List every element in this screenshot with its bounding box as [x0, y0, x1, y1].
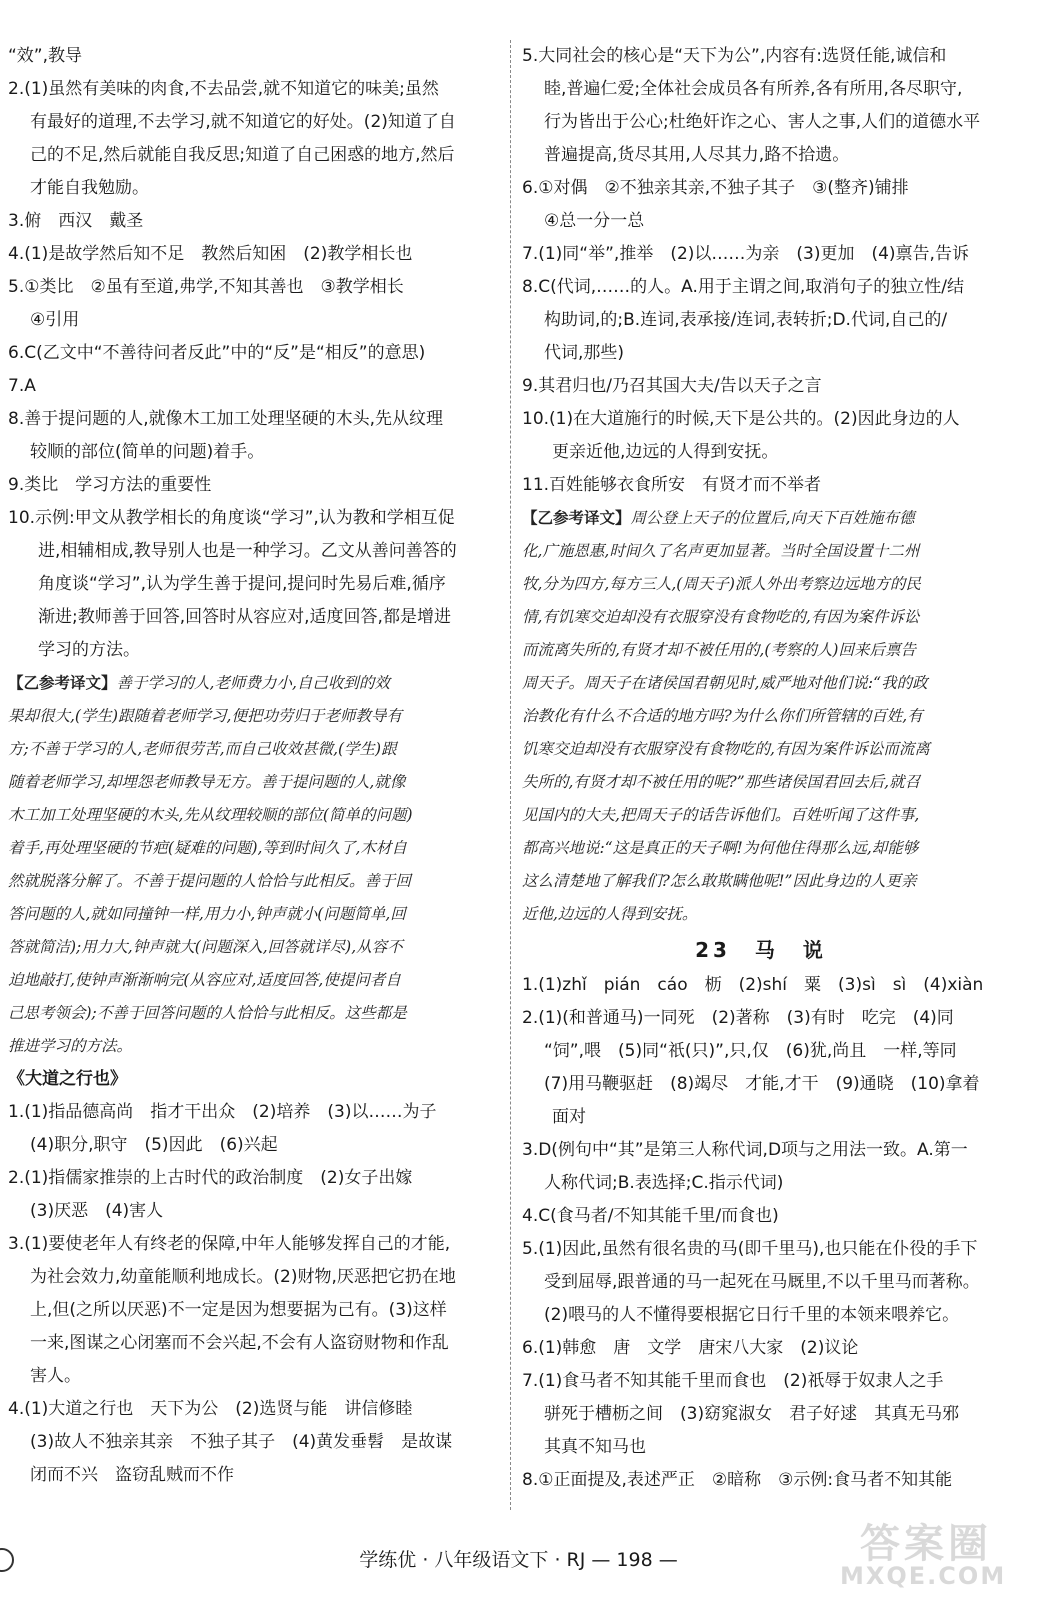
- left-column: [8, 40, 500, 1492]
- line-text: 见国内的大夫,把周天子的话告诉他们。百姓听闻了这件事,: [522, 806, 920, 824]
- line-text: 11.百姓能够衣食所安 有贤才而不举者: [522, 475, 822, 495]
- text-line: [522, 370, 1000, 403]
- line-text: 2.(1)虽然有美味的肉食,不去品尝,就不知道它的味美;虽然: [8, 79, 439, 99]
- text-line: [522, 271, 1000, 304]
- text-line: [8, 436, 500, 469]
- text-line: [522, 1134, 1000, 1167]
- text-line: [8, 568, 500, 601]
- text-line: [8, 304, 500, 337]
- line-text: 一来,图谋之心闭塞而不会兴起,不会有人盗窃财物和作乱: [30, 1333, 449, 1353]
- line-text: 较顺的部位(简单的问题)着手。: [30, 442, 265, 462]
- text-line: [522, 1431, 1000, 1464]
- text-line: [8, 73, 500, 106]
- text-line: [522, 832, 1000, 865]
- line-text: 8.C(代词,……的人。A.用于主谓之间,取消句子的独立性/结: [522, 277, 964, 297]
- text-line: [522, 1233, 1000, 1266]
- line-text: 10.(1)在大道施行的时候,天下是公共的。(2)因此身边的人: [522, 409, 960, 429]
- watermark-logo: [820, 1510, 1030, 1595]
- text-line: [8, 1393, 500, 1426]
- text-line: [522, 1332, 1000, 1365]
- text-line: [522, 73, 1000, 106]
- line-text: 3.(1)要使老年人有终老的保障,中年人能够发挥自己的才能,: [8, 1234, 451, 1254]
- text-line: [8, 1195, 500, 1228]
- line-text: 6.(1)韩愈 唐 文学 唐宋八大家 (2)议论: [522, 1338, 859, 1358]
- line-text: 都高兴地说:“这是真正的天子啊!为何他住得那么远,却能够: [522, 839, 919, 857]
- line-text: 行为皆出于公心;杜绝奸诈之心、害人之事,人们的道德水平: [544, 112, 981, 132]
- text-line: [8, 205, 500, 238]
- text-line: [522, 1365, 1000, 1398]
- line-text: 7.A: [8, 376, 36, 396]
- line-text: 《大道之行也》: [8, 1069, 127, 1089]
- line-text: 7.(1)同“举”,推举 (2)以……为亲 (3)更加 (4)禀告,告诉: [522, 244, 969, 264]
- line-text: 这么清楚地了解我们?怎么敢欺瞒他呢!”因此身边的人更亲: [522, 872, 917, 890]
- line-text: 8.①正面提及,表述严正 ②暗称 ③示例:食马者不知其能: [522, 1470, 953, 1490]
- line-text: 骈死于槽枥之间 (3)窈窕淑女 君子好逑 其真无马邪: [544, 1404, 960, 1424]
- line-text: 答问题的人,就如同撞钟一样,用力小,钟声就小(问题简单,回: [8, 905, 406, 923]
- text-line: [8, 634, 500, 667]
- text-line: [8, 106, 500, 139]
- text-line: [522, 898, 1000, 931]
- line-text: 1.(1)指品德高尚 指才干出众 (2)培养 (3)以……为子: [8, 1102, 437, 1122]
- line-text: 3.D(例句中“其”是第三人称代词,D项与之用法一致。A.第一: [522, 1140, 968, 1160]
- line-text: 人称代词;B.表选择;C.指示代词): [544, 1173, 784, 1193]
- line-text: 己思考领会);不善于回答问题的人恰恰与此相反。这些都是: [8, 1004, 407, 1022]
- text-line: [8, 1228, 500, 1261]
- text-line: [8, 799, 500, 832]
- line-text: 6.①对偶 ②不独亲其亲,不独子其子 ③(整齐)铺排: [522, 178, 909, 198]
- text-line: [8, 337, 500, 370]
- line-text: (3)故人不独亲其亲 不独子其子 (4)黄发垂髫 是故谋: [30, 1432, 453, 1452]
- line-text: 2.(1)(和普通马)一同死 (2)著称 (3)有时 吃完 (4)同: [522, 1008, 954, 1028]
- line-text: 10.示例:甲文从教学相长的角度谈“学习”,认为教和学相互促: [8, 508, 455, 528]
- text-line: [522, 1035, 1000, 1068]
- line-text: (7)用马鞭驱赶 (8)竭尽 才能,才干 (9)通晓 (10)拿着: [544, 1074, 980, 1094]
- text-line: [522, 601, 1000, 634]
- translation-tag: 【乙参考译文】: [522, 509, 631, 527]
- line-text: 7.(1)食马者不知其能千里而食也 (2)祇辱于奴隶人之手: [522, 1371, 944, 1391]
- text-line: [522, 1398, 1000, 1431]
- text-line: [8, 733, 500, 766]
- text-line: [8, 535, 500, 568]
- line-text: 1.(1)zhǐ pián cáo 枥 (2)shí 粟 (3)sì sì (4)xiàn: [522, 975, 984, 995]
- text-line: [522, 469, 1000, 502]
- line-text: 渐进;教师善于回答,回答时从容应对,适度回答,都是增进: [38, 607, 451, 627]
- text-line: [8, 1129, 500, 1162]
- line-text: 推进学习的方法。: [8, 1037, 133, 1055]
- line-text: “效”,教导: [8, 46, 83, 66]
- line-text: 近他,边远的人得到安抚。: [522, 905, 698, 923]
- text-line: [522, 766, 1000, 799]
- text-line: [522, 436, 1000, 469]
- line-text: 然就脱落分解了。不善于提问题的人恰恰与此相反。善于回: [8, 872, 412, 890]
- line-text: 5.大同社会的核心是“天下为公”,内容有:选贤任能,诚信和: [522, 46, 947, 66]
- text-line: [522, 1101, 1000, 1134]
- right-top-block: [522, 40, 1000, 931]
- line-text: 周天子。周天子在诸侯国君朝见时,威严地对他们说:“我的政: [522, 674, 928, 692]
- line-text: 为社会效力,幼童能顺利地成长。(2)财物,厌恶把它扔在地: [30, 1267, 456, 1287]
- line-text: 闭而不兴 盗窃乱贼而不作: [30, 1465, 234, 1485]
- text-line: [522, 304, 1000, 337]
- line-text: 化,广施恩惠,时间久了名声更加显著。当时全国设置十二州: [522, 542, 920, 560]
- text-line: [8, 1030, 500, 1063]
- line-text: 己的不足,然后就能自我反思;知道了自己困惑的地方,然后: [30, 145, 455, 165]
- watermark-line1: 答案圈: [860, 1521, 992, 1567]
- watermark-line2: MXQE.COM: [840, 1562, 1007, 1590]
- text-line: [8, 370, 500, 403]
- text-line: [8, 898, 500, 931]
- text-line: [8, 1162, 500, 1195]
- line-text: 4.(1)大道之行也 天下为公 (2)选贤与能 讲信修睦: [8, 1399, 413, 1419]
- line-text: 着手,再处理坚硬的节疤(疑难的问题),等到时间久了,木材自: [8, 839, 407, 857]
- text-line: [8, 1459, 500, 1492]
- text-line: [8, 667, 500, 700]
- text-line: [8, 964, 500, 997]
- text-line: [8, 403, 500, 436]
- line-text: 果却很大,(学生)跟随着老师学习,便把功劳归于老师教导有: [8, 707, 402, 725]
- text-line: [522, 733, 1000, 766]
- text-line: [522, 969, 1000, 1002]
- text-line: [8, 601, 500, 634]
- text-line: [8, 832, 500, 865]
- section-title: 23 马 说: [695, 938, 827, 962]
- text-line: [8, 1063, 500, 1096]
- text-line: [522, 1299, 1000, 1332]
- line-text: 9.类比 学习方法的重要性: [8, 475, 212, 495]
- text-line: [8, 931, 500, 964]
- text-line: [522, 700, 1000, 733]
- text-line: [522, 172, 1000, 205]
- text-line: [522, 1266, 1000, 1299]
- line-text: 治教化有什么不合适的地方吗?为什么你们所管辖的百姓,有: [522, 707, 923, 725]
- line-text: ④引用: [30, 310, 80, 330]
- line-text: 学习的方法。: [38, 640, 140, 660]
- line-text: 随着老师学习,却埋怨老师教导无方。善于提问题的人,就像: [8, 773, 406, 791]
- line-text: 情,有饥寒交迫却没有衣服穿没有食物吃的,有因为案件诉讼: [522, 608, 920, 626]
- line-text: (4)职分,职守 (5)因此 (6)兴起: [30, 1135, 278, 1155]
- line-text: 善于学习的人,老师费力小,自己收到的效: [116, 674, 390, 692]
- line-text: 4.C(食马者/不知其能千里/而食也): [522, 1206, 779, 1226]
- line-text: 8.善于提问题的人,就像木工加工处理坚硬的木头,先从纹理: [8, 409, 444, 429]
- text-line: [8, 40, 500, 73]
- line-text: 3.俯 西汉 戴圣: [8, 211, 144, 231]
- text-line: [522, 799, 1000, 832]
- text-line: [8, 700, 500, 733]
- text-line: [522, 634, 1000, 667]
- line-text: 普遍提高,货尽其用,人尽其力,路不拾遗。: [544, 145, 850, 165]
- line-text: 9.其君归也/乃召其国大夫/告以天子之言: [522, 376, 822, 396]
- line-text: 答就简洁);用力大,钟声就大(问题深入,回答就详尽),从容不: [8, 938, 403, 956]
- text-line: [522, 238, 1000, 271]
- line-text: “饲”,喂 (5)同“祇(只)”,只,仅 (6)犹,尚且 一样,等同: [544, 1041, 957, 1061]
- text-line: [8, 172, 500, 205]
- line-text: 构助词,的;B.连词,表承接/连词,表转折;D.代词,自己的/: [544, 310, 948, 330]
- text-line: [522, 568, 1000, 601]
- line-text: 才能自我勉励。: [30, 178, 149, 198]
- line-text: (3)厌恶 (4)害人: [30, 1201, 164, 1221]
- text-line: [8, 1426, 500, 1459]
- line-text: 迫地敲打,使钟声渐渐响完(从容应对,适度回答,使提问者自: [8, 971, 401, 989]
- line-text: (2)喂马的人不懂得要根据它日行千里的本领来喂养它。: [544, 1305, 960, 1325]
- text-line: [522, 667, 1000, 700]
- line-text: 5.①类比 ②虽有至道,弗学,不知其善也 ③教学相长: [8, 277, 404, 297]
- line-text: 4.(1)是故学然后知不足 教然后知困 (2)教学相长也: [8, 244, 413, 264]
- line-text: 5.(1)因此,虽然有很名贵的马(即千里马),也只能在仆役的手下: [522, 1239, 978, 1259]
- text-line: [522, 1002, 1000, 1035]
- text-line: [8, 469, 500, 502]
- line-text: 害人。: [30, 1366, 81, 1386]
- text-line: [8, 502, 500, 535]
- line-text: 代词,那些): [544, 343, 625, 363]
- text-line: [522, 106, 1000, 139]
- line-text: 木工加工处理坚硬的木头,先从纹理较顺的部位(简单的问题): [8, 806, 413, 824]
- column-divider: [510, 40, 511, 1510]
- text-line: [522, 40, 1000, 73]
- right-column: [522, 40, 1000, 1497]
- text-line: [522, 403, 1000, 436]
- line-text: ④总一分一总: [544, 211, 645, 231]
- line-text: 上,但(之所以厌恶)不一定是因为想要据为己有。(3)这样: [30, 1300, 447, 1320]
- text-line: [522, 1464, 1000, 1497]
- text-line: [8, 1261, 500, 1294]
- line-text: 牧,分为四方,每方三人,(周天子)派人外出考察边远地方的民: [522, 575, 921, 593]
- text-line: [8, 271, 500, 304]
- text-line: [522, 1068, 1000, 1101]
- text-line: [8, 1327, 500, 1360]
- line-text: 6.C(乙文中“不善待问者反此”中的“反”是“相反”的意思): [8, 343, 426, 363]
- text-line: [522, 535, 1000, 568]
- text-line: [522, 337, 1000, 370]
- line-text: 睦,普遍仁爱;全体社会成员各有所养,各有所用,各尽职守,: [544, 79, 963, 99]
- page-footer: 学练优 · 八年级语文下 · RJ — 198 —: [359, 1549, 678, 1571]
- line-text: 进,相辅相成,教导别人也是一种学习。乙文从善问善答的: [38, 541, 457, 561]
- text-line: [522, 502, 1000, 535]
- line-text: 方;不善于学习的人,老师很劳苦,而自己收效甚微,(学生)跟: [8, 740, 397, 758]
- line-text: 面对: [552, 1107, 586, 1127]
- line-text: 失所的,有贤才却不被任用的呢?”那些诸侯国君回去后,就召: [522, 773, 921, 791]
- right-bottom-block: [522, 969, 1000, 1497]
- line-text: 饥寒交迫却没有衣服穿没有食物吃的,有因为案件诉讼而流离: [522, 740, 930, 758]
- line-text: 而流离失所的,有贤才却不被任用的,(考察的人)回来后禀告: [522, 641, 916, 659]
- text-line: [8, 997, 500, 1030]
- line-text: 周公登上天子的位置后,向天下百姓施布德: [630, 509, 915, 527]
- line-text: 有最好的道理,不去学习,就不知道它的好处。(2)知道了自: [30, 112, 456, 132]
- text-line: [8, 1096, 500, 1129]
- text-line: [522, 139, 1000, 172]
- text-line: [8, 1360, 500, 1393]
- line-text: 受到屈辱,跟普通的马一起死在马厩里,不以千里马而著称。: [544, 1272, 980, 1292]
- text-line: [8, 1294, 500, 1327]
- text-line: [8, 865, 500, 898]
- text-line: [522, 1167, 1000, 1200]
- text-line: [8, 766, 500, 799]
- line-text: 角度谈“学习”,认为学生善于提问,提问时先易后难,循序: [38, 574, 446, 594]
- line-text: 更亲近他,边远的人得到安抚。: [552, 442, 779, 462]
- line-text: 2.(1)指儒家推崇的上古时代的政治制度 (2)女子出嫁: [8, 1168, 413, 1188]
- text-line: [522, 205, 1000, 238]
- text-line: [522, 1200, 1000, 1233]
- text-line: [522, 865, 1000, 898]
- translation-tag: 【乙参考译文】: [8, 674, 117, 692]
- text-line: [8, 139, 500, 172]
- text-line: [8, 238, 500, 271]
- line-text: 其真不知马也: [544, 1437, 646, 1457]
